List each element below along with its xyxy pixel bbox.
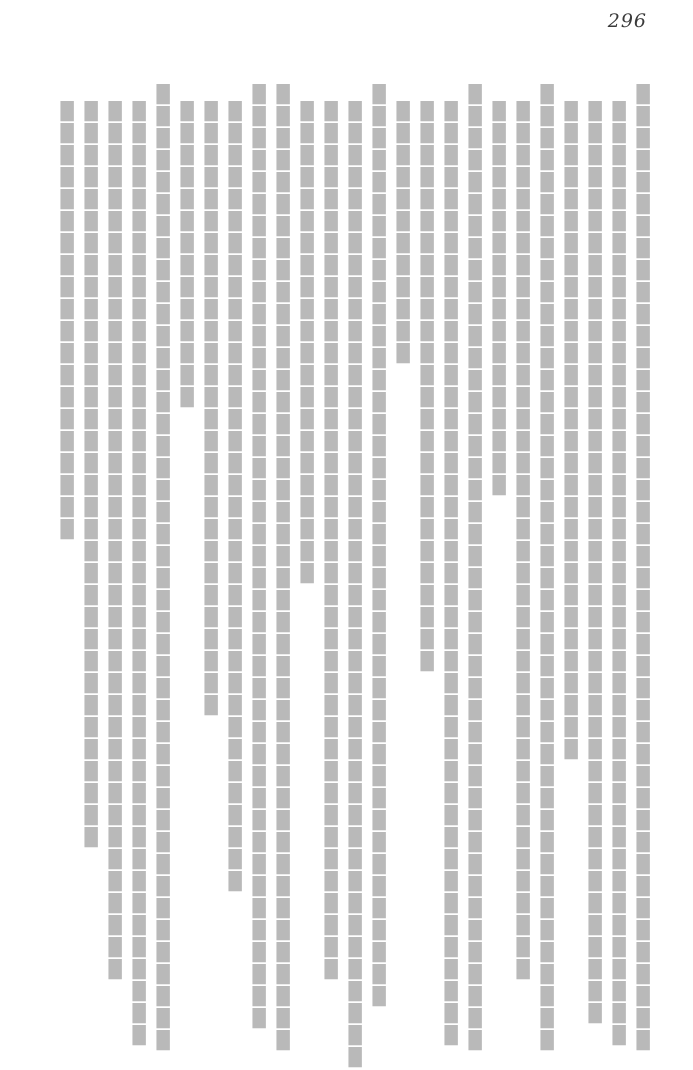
redaction-bar: ████████████████████████████ xyxy=(201,102,221,718)
redaction-bar: ██████████████ xyxy=(177,102,197,410)
redacted-text-line xyxy=(79,85,103,985)
redaction-bar: ████████████████████████████████████████████ xyxy=(273,85,293,1053)
redaction-bar: ██████████████████████████████████████████ xyxy=(585,102,605,1026)
redaction-bar: ██████████████████████████████████ xyxy=(81,102,101,850)
redacted-text-line xyxy=(463,85,487,1053)
redacted-text-line xyxy=(607,85,631,1048)
redacted-text-line xyxy=(439,85,463,1048)
redacted-text-line xyxy=(319,85,343,985)
redacted-text-line xyxy=(103,85,127,985)
redaction-bar: ███████████████████████████████████████████ xyxy=(609,102,629,1048)
redacted-text-line xyxy=(247,85,271,1031)
redaction-bar: ████████████ xyxy=(393,102,413,366)
redaction-bar: ███████████████████████████████████████████ xyxy=(249,85,269,1031)
redacted-text-line xyxy=(271,85,295,1053)
redaction-bar: ██████████████████████████████████████████ xyxy=(369,85,389,1009)
redaction-bar: ████████████████████████████████████████████ xyxy=(537,85,557,1053)
redacted-text-line xyxy=(55,85,79,985)
redacted-text-line xyxy=(343,85,367,1070)
vertical-text-block xyxy=(55,85,655,1070)
redaction-bar: ████████████████████████████████████████████ xyxy=(633,85,653,1053)
redacted-text-line xyxy=(295,85,319,985)
redacted-text-line xyxy=(631,85,655,1053)
redacted-text-line xyxy=(415,85,439,985)
redacted-text-line xyxy=(223,85,247,985)
redacted-text-line xyxy=(199,85,223,985)
redacted-text-line xyxy=(559,85,583,985)
redaction-bar: ██████████████████ xyxy=(489,102,509,498)
redacted-text-line xyxy=(175,85,199,985)
redaction-bar: ███████████████████████████████████████████ xyxy=(129,102,149,1048)
redaction-bar: ███████████████████████████████████████████ xyxy=(441,102,461,1048)
page-number: 296 xyxy=(607,10,647,32)
redacted-text-line xyxy=(151,85,175,1053)
redaction-bar: ████████████████████████████████████████ xyxy=(513,102,533,982)
redacted-text-line xyxy=(511,85,535,985)
redaction-bar: ██████████████████████ xyxy=(297,102,317,586)
redacted-text-line xyxy=(127,85,151,1048)
redacted-text-line xyxy=(487,85,511,985)
redaction-bar: ████████████████████ xyxy=(57,102,77,542)
redacted-text-line xyxy=(391,85,415,985)
redaction-bar: ████████████████████████████████████████ xyxy=(105,102,125,982)
redaction-bar: ████████████████████████████████████████████ xyxy=(153,85,173,1053)
redacted-text-line xyxy=(535,85,559,1053)
redaction-bar: ████████████████████████████████████ xyxy=(225,102,245,894)
redaction-bar: ████████████████████████████████████████████ xyxy=(345,102,365,1070)
redaction-bar: ████████████████████████████████████████ xyxy=(321,102,341,982)
redaction-bar: ██████████████████████████████ xyxy=(561,102,581,762)
redaction-bar: ████████████████████████████████████████████ xyxy=(465,85,485,1053)
redacted-text-line xyxy=(367,85,391,1009)
redacted-text-line xyxy=(583,85,607,1026)
redaction-bar: ██████████████████████████ xyxy=(417,102,437,674)
